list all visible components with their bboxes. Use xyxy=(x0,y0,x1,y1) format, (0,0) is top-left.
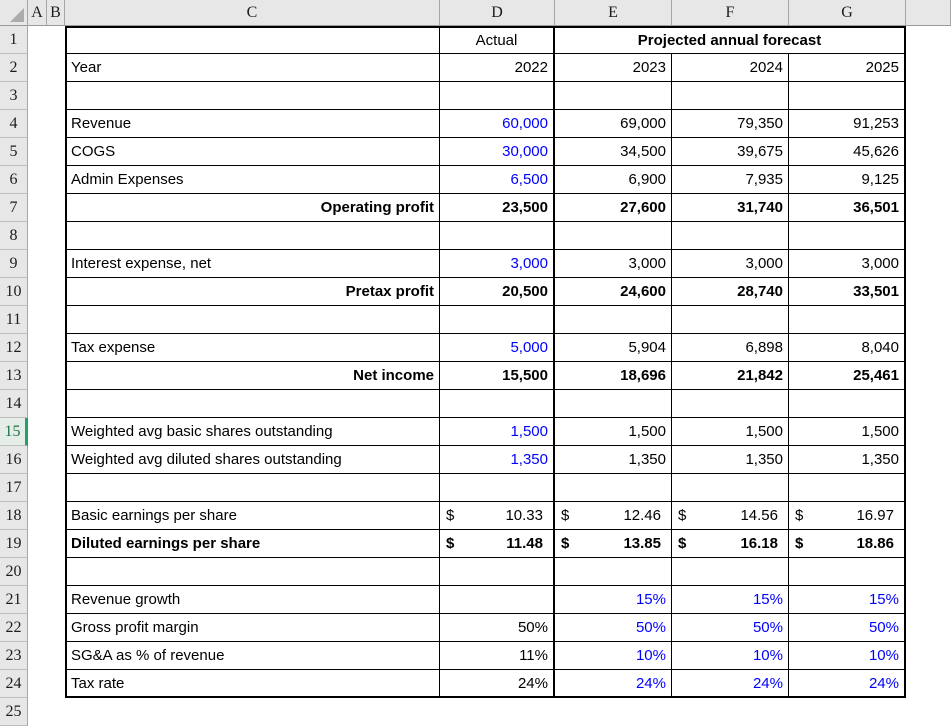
row-header-15-text: 15 xyxy=(4,422,21,440)
cell-F4[interactable] xyxy=(672,110,789,138)
cell-E5[interactable] xyxy=(555,138,672,166)
cell-G18[interactable] xyxy=(789,502,906,530)
cell-C19-text: Diluted earnings per share xyxy=(71,535,261,552)
cell-value: 39,675 xyxy=(737,143,783,160)
row-header-4[interactable] xyxy=(0,110,28,138)
cell-value: 5,000 xyxy=(510,339,548,356)
cell-value: 1,350 xyxy=(745,451,783,468)
cell-value: 25,461 xyxy=(853,367,899,384)
column-header-E[interactable] xyxy=(555,0,672,26)
cell-value: 10.33 xyxy=(505,507,543,524)
cell-value: 2025 xyxy=(865,59,899,76)
cell-D2[interactable] xyxy=(440,54,555,82)
row-header-25-text: 25 xyxy=(5,702,22,720)
cell-C12-text: Tax expense xyxy=(71,339,156,356)
column-header-B[interactable] xyxy=(47,0,65,26)
cell-C19[interactable] xyxy=(65,530,440,558)
cell-value: 50% xyxy=(517,619,548,636)
cell-value: 24% xyxy=(868,674,899,692)
cell-value: 18,696 xyxy=(620,367,666,384)
cell-C22[interactable] xyxy=(65,614,440,642)
cell-C14[interactable] xyxy=(65,390,440,418)
cell-G2[interactable] xyxy=(789,54,906,82)
cell-D15[interactable] xyxy=(440,418,555,446)
cell-E14[interactable] xyxy=(555,390,672,418)
cell-G8[interactable] xyxy=(789,222,906,250)
cell-G15[interactable] xyxy=(789,418,906,446)
select-all-icon xyxy=(10,8,24,22)
cell-value: 1,500 xyxy=(745,423,783,440)
cell-E20[interactable] xyxy=(555,558,672,586)
row-header-4-text: 4 xyxy=(9,114,18,132)
column-header-B-text: B xyxy=(50,3,61,21)
cell-F18[interactable] xyxy=(672,502,789,530)
cell-E1-text: Projected annual forecast xyxy=(637,32,822,49)
cell-D8[interactable] xyxy=(440,222,555,250)
row-header-19[interactable] xyxy=(0,530,28,558)
cell-G21[interactable] xyxy=(789,586,906,614)
row-header-1-text: 1 xyxy=(9,30,18,48)
cell-value: 15% xyxy=(635,591,666,608)
cell-G20[interactable] xyxy=(789,558,906,586)
cell-value: 7,935 xyxy=(745,171,783,188)
cell-E4[interactable] xyxy=(555,110,672,138)
cell-value: 30,000 xyxy=(502,143,548,160)
currency-symbol: $ xyxy=(795,535,804,552)
cell-C3[interactable] xyxy=(65,82,440,110)
row-header-2[interactable] xyxy=(0,54,28,82)
cell-value: 14.56 xyxy=(740,507,778,524)
cell-value: 10% xyxy=(868,647,899,664)
cell-F14[interactable] xyxy=(672,390,789,418)
cell-value: 20,500 xyxy=(502,283,548,300)
cell-D21[interactable] xyxy=(440,586,555,614)
cell-C18[interactable] xyxy=(65,502,440,530)
cell-C23[interactable] xyxy=(65,642,440,670)
row-header-11-text: 11 xyxy=(5,310,22,328)
cell-value: 91,253 xyxy=(853,115,899,132)
cell-value: 12.46 xyxy=(623,507,661,524)
cell-C7[interactable] xyxy=(65,194,440,222)
cell-C6[interactable] xyxy=(65,166,440,194)
cell-F5[interactable] xyxy=(672,138,789,166)
cell-value: 36,501 xyxy=(853,199,899,216)
cell-D23[interactable] xyxy=(440,642,555,670)
cell-value: 6,898 xyxy=(745,339,783,356)
cell-F24[interactable] xyxy=(672,670,789,698)
row-header-24[interactable] xyxy=(0,670,28,698)
cell-value: 11% xyxy=(519,647,548,664)
cell-value: 33,501 xyxy=(853,283,899,300)
row-header-11[interactable] xyxy=(0,306,28,334)
cell-F10[interactable] xyxy=(672,278,789,306)
cell-value: 24,600 xyxy=(620,283,666,300)
cell-F20[interactable] xyxy=(672,558,789,586)
cell-E3[interactable] xyxy=(555,82,672,110)
row-header-22[interactable] xyxy=(0,614,28,642)
row-header-10[interactable] xyxy=(0,278,28,306)
cell-F21[interactable] xyxy=(672,586,789,614)
cell-C18-text: Basic earnings per share xyxy=(71,507,237,524)
cell-D6[interactable] xyxy=(440,166,555,194)
row-header-3-text: 3 xyxy=(9,86,18,104)
cell-G6[interactable] xyxy=(789,166,906,194)
cell-value: 79,350 xyxy=(737,115,783,132)
cell-value: 16.97 xyxy=(856,507,894,524)
cell-value: 1,500 xyxy=(510,423,548,440)
cell-E12[interactable] xyxy=(555,334,672,362)
cell-G24[interactable] xyxy=(789,670,906,698)
currency-symbol: $ xyxy=(678,535,687,552)
row-header-21[interactable] xyxy=(0,586,28,614)
cell-G7[interactable] xyxy=(789,194,906,222)
cell-C16-text: Weighted avg diluted shares outstanding xyxy=(71,451,342,468)
cell-F3[interactable] xyxy=(672,82,789,110)
cell-D4[interactable] xyxy=(440,110,555,138)
cell-E17[interactable] xyxy=(555,474,672,502)
row-header-12[interactable] xyxy=(0,334,28,362)
column-header-A-text: A xyxy=(31,3,43,21)
cell-F15[interactable] xyxy=(672,418,789,446)
cell-value: 2022 xyxy=(514,59,548,76)
cell-E1[interactable] xyxy=(555,26,906,54)
cell-D22[interactable] xyxy=(440,614,555,642)
cell-D18[interactable] xyxy=(440,502,555,530)
column-header-D-text: D xyxy=(491,3,503,21)
cell-value: 10% xyxy=(752,647,783,664)
cell-C9[interactable] xyxy=(65,250,440,278)
row-header-19-text: 19 xyxy=(5,534,22,552)
row-header-8-text: 8 xyxy=(9,226,18,244)
row-header-18-text: 18 xyxy=(5,506,22,524)
cell-value: 16.18 xyxy=(740,535,778,552)
cell-value: 3,000 xyxy=(861,255,899,272)
cell-value: 3,000 xyxy=(510,255,548,272)
cell-E8[interactable] xyxy=(555,222,672,250)
row-header-9-text: 9 xyxy=(9,254,18,272)
row-header-16[interactable] xyxy=(0,446,28,474)
cell-value: 2024 xyxy=(749,59,783,76)
cell-value: 6,500 xyxy=(510,171,548,188)
cell-C17[interactable] xyxy=(65,474,440,502)
row-header-23[interactable] xyxy=(0,642,28,670)
cell-value: 24% xyxy=(635,674,666,692)
cell-C22-text: Gross profit margin xyxy=(71,619,199,636)
column-header-C[interactable] xyxy=(65,0,440,26)
cell-F22[interactable] xyxy=(672,614,789,642)
cell-E24[interactable] xyxy=(555,670,672,698)
column-header-F-text: F xyxy=(725,3,735,21)
cell-C24[interactable] xyxy=(65,670,440,698)
cell-F7[interactable] xyxy=(672,194,789,222)
cell-C4[interactable] xyxy=(65,110,440,138)
cell-value: 24% xyxy=(517,674,548,692)
cell-E9[interactable] xyxy=(555,250,672,278)
cell-D1[interactable] xyxy=(440,26,555,54)
currency-symbol: $ xyxy=(561,535,570,552)
cell-C5-text: COGS xyxy=(71,143,116,160)
cell-value: 15,500 xyxy=(502,367,548,384)
cell-C21-text: Revenue growth xyxy=(71,591,181,608)
cell-C8[interactable] xyxy=(65,222,440,250)
cell-value: 24% xyxy=(752,674,783,692)
cell-value: 1,350 xyxy=(510,451,548,468)
cell-C10-text: Pretax profit xyxy=(345,283,434,300)
currency-symbol: $ xyxy=(795,507,804,524)
cell-G13[interactable] xyxy=(789,362,906,390)
cell-value: 18.86 xyxy=(856,535,894,552)
column-header-C-text: C xyxy=(246,3,258,21)
cell-value: 1,350 xyxy=(861,451,899,468)
cell-F11[interactable] xyxy=(672,306,789,334)
cell-G19[interactable] xyxy=(789,530,906,558)
cell-E7[interactable] xyxy=(555,194,672,222)
cell-D10[interactable] xyxy=(440,278,555,306)
cell-G11[interactable] xyxy=(789,306,906,334)
cell-D7[interactable] xyxy=(440,194,555,222)
cell-G16[interactable] xyxy=(789,446,906,474)
row-header-7-text: 7 xyxy=(9,198,18,216)
cell-value: 1,500 xyxy=(861,423,899,440)
cell-F16[interactable] xyxy=(672,446,789,474)
cell-C20[interactable] xyxy=(65,558,440,586)
row-header-8[interactable] xyxy=(0,222,28,250)
cell-C6-text: Admin Expenses xyxy=(71,171,184,188)
cell-G10[interactable] xyxy=(789,278,906,306)
cell-value: 27,600 xyxy=(620,199,666,216)
cell-D17[interactable] xyxy=(440,474,555,502)
cell-C2[interactable] xyxy=(65,54,440,82)
currency-symbol: $ xyxy=(446,507,455,524)
cell-C16[interactable] xyxy=(65,446,440,474)
column-header-A[interactable] xyxy=(28,0,47,26)
cell-E15[interactable] xyxy=(555,418,672,446)
cell-G5[interactable] xyxy=(789,138,906,166)
cell-C1[interactable] xyxy=(65,26,440,54)
row-header-15[interactable] xyxy=(0,418,28,446)
cell-F8[interactable] xyxy=(672,222,789,250)
row-header-22-text: 22 xyxy=(5,618,22,636)
cell-D16[interactable] xyxy=(440,446,555,474)
cell-E6[interactable] xyxy=(555,166,672,194)
cell-E22[interactable] xyxy=(555,614,672,642)
cell-F6[interactable] xyxy=(672,166,789,194)
column-header-G[interactable] xyxy=(789,0,906,26)
cell-value: 9,125 xyxy=(861,171,899,188)
cell-C15-text: Weighted avg basic shares outstanding xyxy=(71,423,333,440)
cell-D9[interactable] xyxy=(440,250,555,278)
cell-C11[interactable] xyxy=(65,306,440,334)
row-header-18[interactable] xyxy=(0,502,28,530)
cell-C2-text: Year xyxy=(71,59,102,76)
cell-value: 60,000 xyxy=(502,115,548,132)
cell-D5[interactable] xyxy=(440,138,555,166)
cell-value: 31,740 xyxy=(737,199,783,216)
cell-E2[interactable] xyxy=(555,54,672,82)
row-header-13[interactable] xyxy=(0,362,28,390)
cell-E19[interactable] xyxy=(555,530,672,558)
cell-C9-text: Interest expense, net xyxy=(71,255,212,272)
cell-E21[interactable] xyxy=(555,586,672,614)
row-header-5[interactable] xyxy=(0,138,28,166)
cell-value: 13.85 xyxy=(623,535,661,552)
cell-G9[interactable] xyxy=(789,250,906,278)
cell-F12[interactable] xyxy=(672,334,789,362)
currency-symbol: $ xyxy=(678,507,687,524)
row-header-21-text: 21 xyxy=(5,590,22,608)
row-header-17-text: 17 xyxy=(5,478,22,496)
row-header-23-text: 23 xyxy=(5,646,22,664)
cell-D1-text: Actual xyxy=(475,32,518,49)
row-header-9[interactable] xyxy=(0,250,28,278)
cell-value: 2023 xyxy=(632,59,666,76)
cell-value: 5,904 xyxy=(628,339,666,356)
cell-G12[interactable] xyxy=(789,334,906,362)
row-header-6-text: 6 xyxy=(9,170,18,188)
cell-G23[interactable] xyxy=(789,642,906,670)
cell-value: 1,500 xyxy=(628,423,666,440)
row-header-14[interactable] xyxy=(0,390,28,418)
cell-value: 50% xyxy=(868,619,899,636)
cell-E23[interactable] xyxy=(555,642,672,670)
cell-C10[interactable] xyxy=(65,278,440,306)
cell-value: 21,842 xyxy=(737,367,783,384)
row-header-7[interactable] xyxy=(0,194,28,222)
cell-C4-text: Revenue xyxy=(71,115,132,132)
column-header-G-text: G xyxy=(841,3,853,21)
cell-C12[interactable] xyxy=(65,334,440,362)
column-header-F[interactable] xyxy=(672,0,789,26)
row-header-16-text: 16 xyxy=(5,450,22,468)
row-header-24-text: 24 xyxy=(5,674,22,692)
cell-value: 3,000 xyxy=(745,255,783,272)
cell-F13[interactable] xyxy=(672,362,789,390)
cell-F19[interactable] xyxy=(672,530,789,558)
cell-D24[interactable] xyxy=(440,670,555,698)
cell-value: 6,900 xyxy=(628,171,666,188)
cell-C13-text: Net income xyxy=(353,367,434,384)
column-header-E-text: E xyxy=(608,3,618,21)
cell-value: 45,626 xyxy=(853,143,899,160)
currency-symbol: $ xyxy=(446,535,455,552)
cell-value: 3,000 xyxy=(628,255,666,272)
cell-C15[interactable] xyxy=(65,418,440,446)
cell-E10[interactable] xyxy=(555,278,672,306)
cell-C7-text: Operating profit xyxy=(320,199,434,216)
cell-value: 50% xyxy=(752,619,783,636)
cell-D14[interactable] xyxy=(440,390,555,418)
cell-value: 69,000 xyxy=(620,115,666,132)
cell-value: 23,500 xyxy=(502,199,548,216)
cell-D13[interactable] xyxy=(440,362,555,390)
cell-C24-text: Tax rate xyxy=(71,674,125,692)
row-header-2-text: 2 xyxy=(9,58,18,76)
cell-C13[interactable] xyxy=(65,362,440,390)
currency-symbol: $ xyxy=(561,507,570,524)
cell-D12[interactable] xyxy=(440,334,555,362)
cell-value: 50% xyxy=(635,619,666,636)
cell-C23-text: SG&A as % of revenue xyxy=(71,647,225,664)
cell-G4[interactable] xyxy=(789,110,906,138)
cell-D3[interactable] xyxy=(440,82,555,110)
cell-value: 34,500 xyxy=(620,143,666,160)
cell-F23[interactable] xyxy=(672,642,789,670)
cell-G14[interactable] xyxy=(789,390,906,418)
cell-value: 8,040 xyxy=(861,339,899,356)
row-header-13-text: 13 xyxy=(5,366,22,384)
column-header-filler xyxy=(906,0,951,26)
cell-G22[interactable] xyxy=(789,614,906,642)
row-header-3[interactable] xyxy=(0,82,28,110)
cell-F2[interactable] xyxy=(672,54,789,82)
cell-value: 11.48 xyxy=(506,535,543,552)
row-header-5-text: 5 xyxy=(9,142,18,160)
row-header-25[interactable] xyxy=(0,698,28,726)
cell-D20[interactable] xyxy=(440,558,555,586)
row-header-14-text: 14 xyxy=(5,394,22,412)
cell-E11[interactable] xyxy=(555,306,672,334)
cell-value: 15% xyxy=(752,591,783,608)
cell-E18[interactable] xyxy=(555,502,672,530)
cell-value: 15% xyxy=(868,591,899,608)
cell-value: 28,740 xyxy=(737,283,783,300)
cell-F9[interactable] xyxy=(672,250,789,278)
cell-C21[interactable] xyxy=(65,586,440,614)
cell-D19[interactable] xyxy=(440,530,555,558)
row-header-10-text: 10 xyxy=(5,282,22,300)
cell-value: 10% xyxy=(635,647,666,664)
cell-E16[interactable] xyxy=(555,446,672,474)
cell-G3[interactable] xyxy=(789,82,906,110)
cell-value: 1,350 xyxy=(628,451,666,468)
row-header-20[interactable] xyxy=(0,558,28,586)
row-header-20-text: 20 xyxy=(5,562,22,580)
cell-G17[interactable] xyxy=(789,474,906,502)
column-header-D[interactable] xyxy=(440,0,555,26)
row-header-17[interactable] xyxy=(0,474,28,502)
cell-C5[interactable] xyxy=(65,138,440,166)
cell-D11[interactable] xyxy=(440,306,555,334)
select-all-button[interactable] xyxy=(0,0,28,26)
cell-E13[interactable] xyxy=(555,362,672,390)
cell-F17[interactable] xyxy=(672,474,789,502)
row-header-12-text: 12 xyxy=(5,338,22,356)
row-header-6[interactable] xyxy=(0,166,28,194)
row-header-1[interactable] xyxy=(0,26,28,54)
